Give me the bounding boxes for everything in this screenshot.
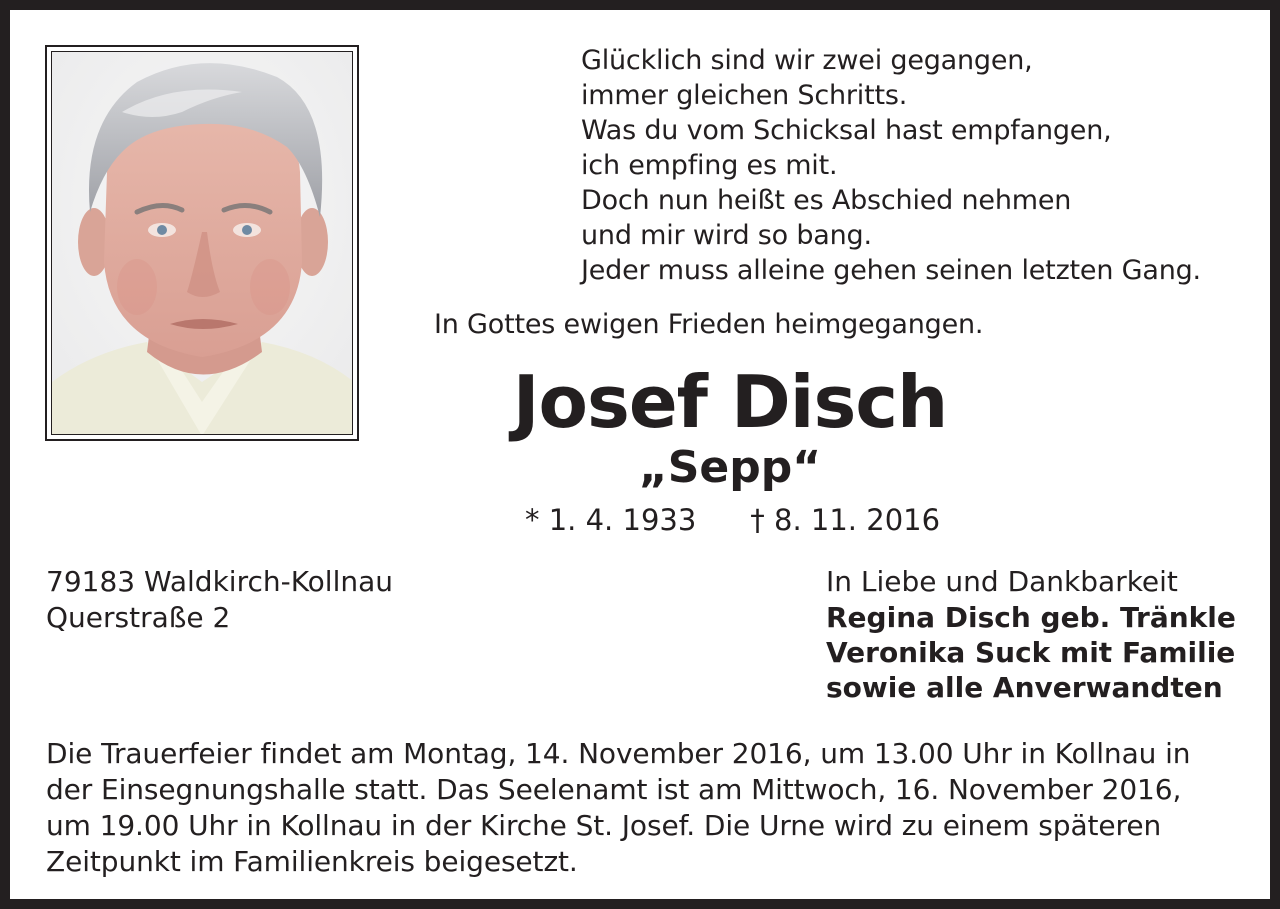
funeral-line: der Einsegnungshalle statt. Das Seelenamt ist am Mittwoch, 16. November 2016, bbox=[46, 773, 1182, 806]
birth-date: * 1. 4. 1933 bbox=[525, 503, 697, 537]
poem-line: immer gleichen Schritts. bbox=[581, 80, 908, 111]
intro-text: In Gottes ewigen Frieden heimgegangen. bbox=[434, 309, 984, 340]
funeral-details bbox=[46, 736, 1234, 880]
mourners bbox=[826, 564, 1236, 705]
life-dates bbox=[525, 501, 940, 539]
poem-line: Glücklich sind wir zwei gegangen, bbox=[581, 45, 1033, 76]
poem-line: Was du vom Schicksal hast empfangen, bbox=[581, 115, 1112, 146]
obituary-notice bbox=[10, 10, 1270, 899]
death-date: † 8. 11. 2016 bbox=[750, 503, 941, 537]
address bbox=[46, 564, 393, 636]
deceased-nickname: „Sepp“ bbox=[638, 442, 822, 493]
portrait-photo bbox=[51, 51, 353, 435]
poem-line: und mir wird so bang. bbox=[581, 220, 872, 251]
mourner-name: sowie alle Anverwandten bbox=[826, 671, 1223, 704]
funeral-line: Die Trauerfeier findet am Montag, 14. November 2016, um 13.00 Uhr in Kollnau in bbox=[46, 737, 1191, 770]
portrait-image bbox=[52, 52, 353, 435]
deceased-name: Josef Disch bbox=[512, 360, 948, 444]
poem bbox=[581, 43, 1261, 288]
funeral-line: Zeitpunkt im Familienkreis beigesetzt. bbox=[46, 845, 578, 878]
mourners-intro: In Liebe und Dankbarkeit bbox=[826, 565, 1178, 598]
address-city: 79183 Waldkirch-Kollnau bbox=[46, 565, 394, 598]
funeral-line: um 19.00 Uhr in Kollnau in der Kirche St. Josef. Die Urne wird zu einem späteren bbox=[46, 809, 1162, 842]
poem-line: ich empfing es mit. bbox=[581, 150, 838, 181]
mourner-name: Veronika Suck mit Familie bbox=[826, 636, 1236, 669]
mourner-name: Regina Disch geb. Tränkle bbox=[826, 601, 1236, 634]
poem-line: Jeder muss alleine gehen seinen letzten Gang. bbox=[581, 255, 1201, 286]
address-street: Querstraße 2 bbox=[46, 601, 231, 634]
poem-line: Doch nun heißt es Abschied nehmen bbox=[581, 185, 1072, 216]
